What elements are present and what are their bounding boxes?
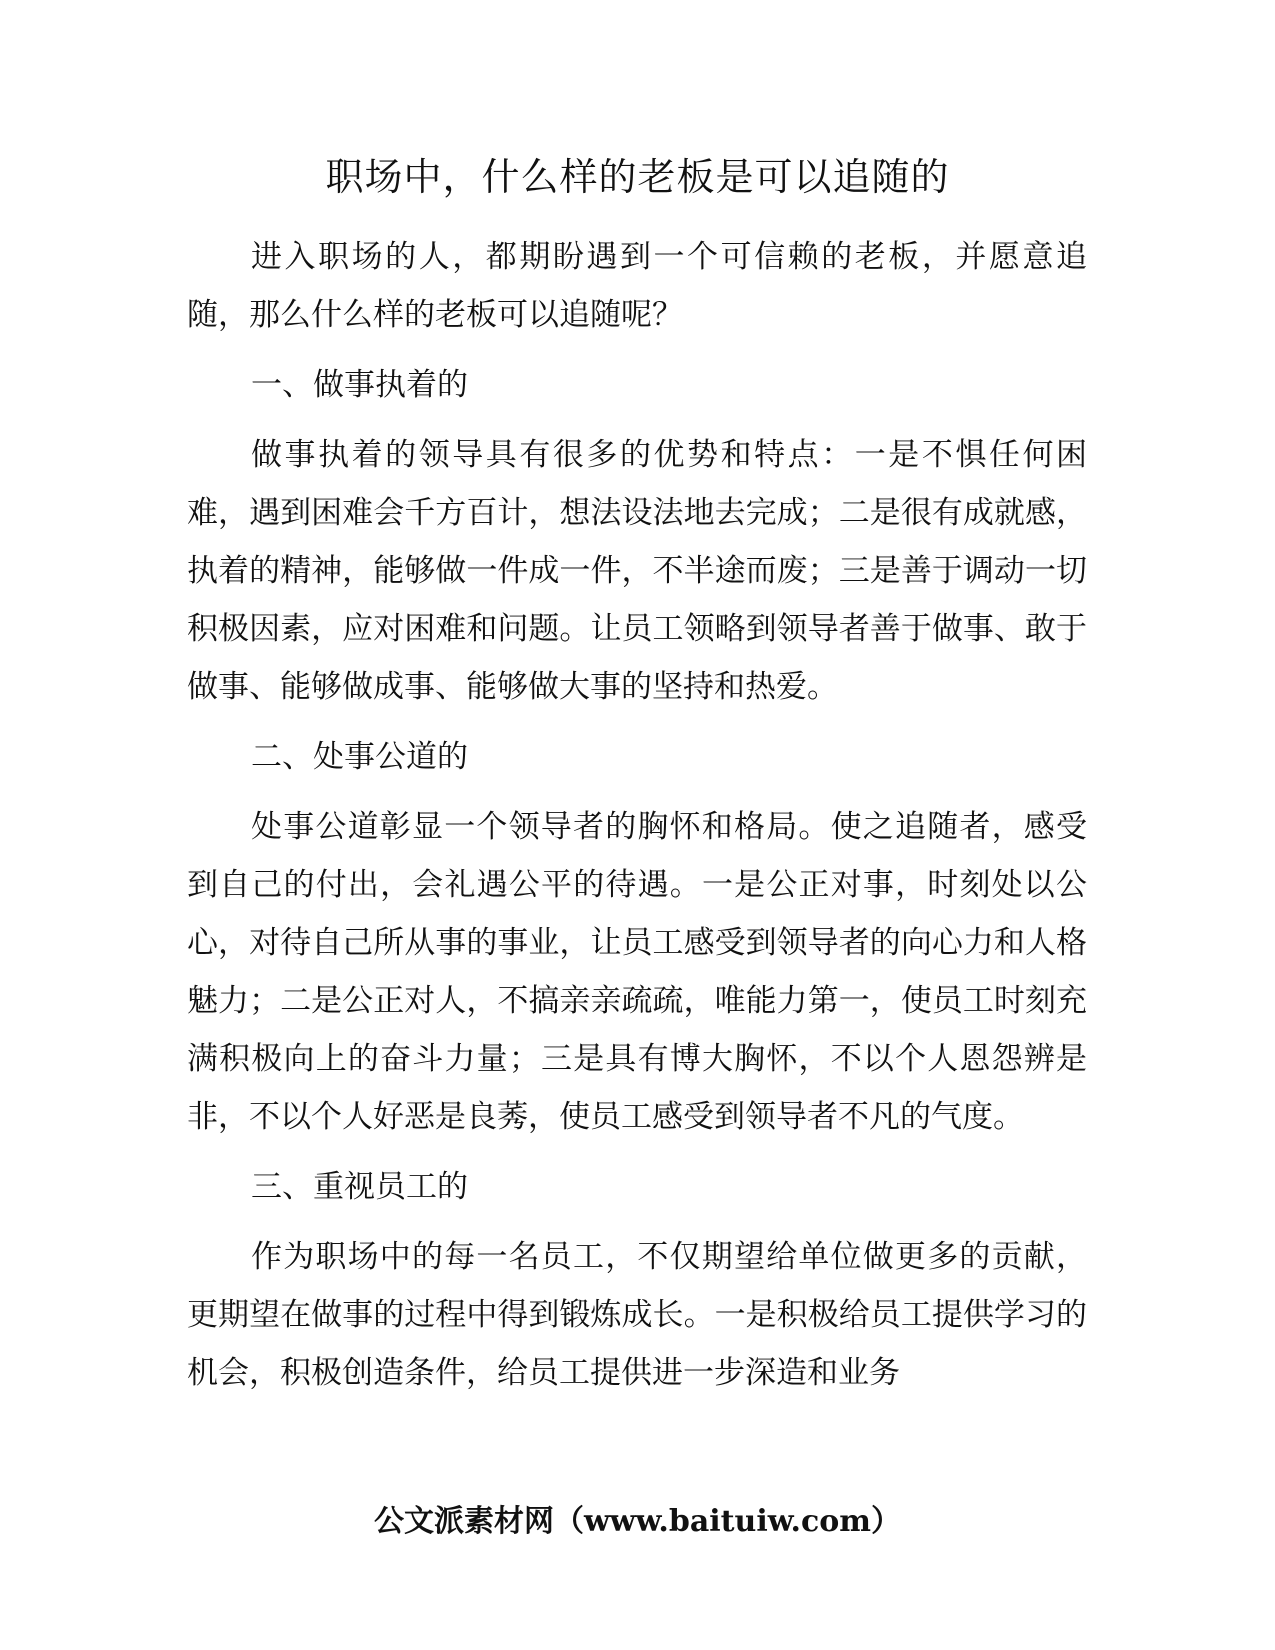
footer-watermark-text: 公文派素材网（www.baituiw.com） bbox=[373, 1504, 902, 1539]
section-heading-2: 二、处事公道的 bbox=[251, 739, 468, 775]
section-heading-3: 三、重视员工的 bbox=[251, 1169, 468, 1205]
section-heading-1: 一、做事执着的 bbox=[251, 367, 468, 403]
document-title: 职场中，什么样的老板是可以追随的 bbox=[325, 155, 950, 199]
section-2-paragraph: 处事公道彰显一个领导者的胸怀和格局。使之追随者，感受到自己的付出，会礼遇公平的待遇。一是公正对事，时刻处以公心，对待自己所从事的事业，让员工感受到领导者的向心力和人格魅力；二是公正对人，不搞亲亲疏疏，唯能力第一，使员工时刻充满积极向上的奋斗力量；三是具有博大胸怀，不以个人恩怨辨是非，不以个人好恶是良莠，使员工感受到领导者不凡的气度。 bbox=[187, 809, 1087, 1135]
section-1-paragraph: 做事执着的领导具有很多的优势和特点：一是不惧任何困难，遇到困难会千方百计，想法设法地去完成；二是很有成就感，执着的精神，能够做一件成一件，不半途而废；三是善于调动一切积极因素，应对困难和问题。让员工领略到领导者善于做事、敢于做事、能够做成事、能够做大事的坚持和热爱。 bbox=[187, 437, 1087, 705]
document-body bbox=[187, 228, 1087, 1414]
section-3-paragraph: 作为职场中的每一名员工，不仅期望给单位做更多的贡献，更期望在做事的过程中得到锻炼成长。一是积极给员工提供学习的机会，积极创造条件，给员工提供进一步深造和业务 bbox=[187, 1239, 1087, 1391]
intro-paragraph: 进入职场的人，都期盼遇到一个可信赖的老板，并愿意追随，那么什么样的老板可以追随呢？ bbox=[187, 239, 1087, 333]
